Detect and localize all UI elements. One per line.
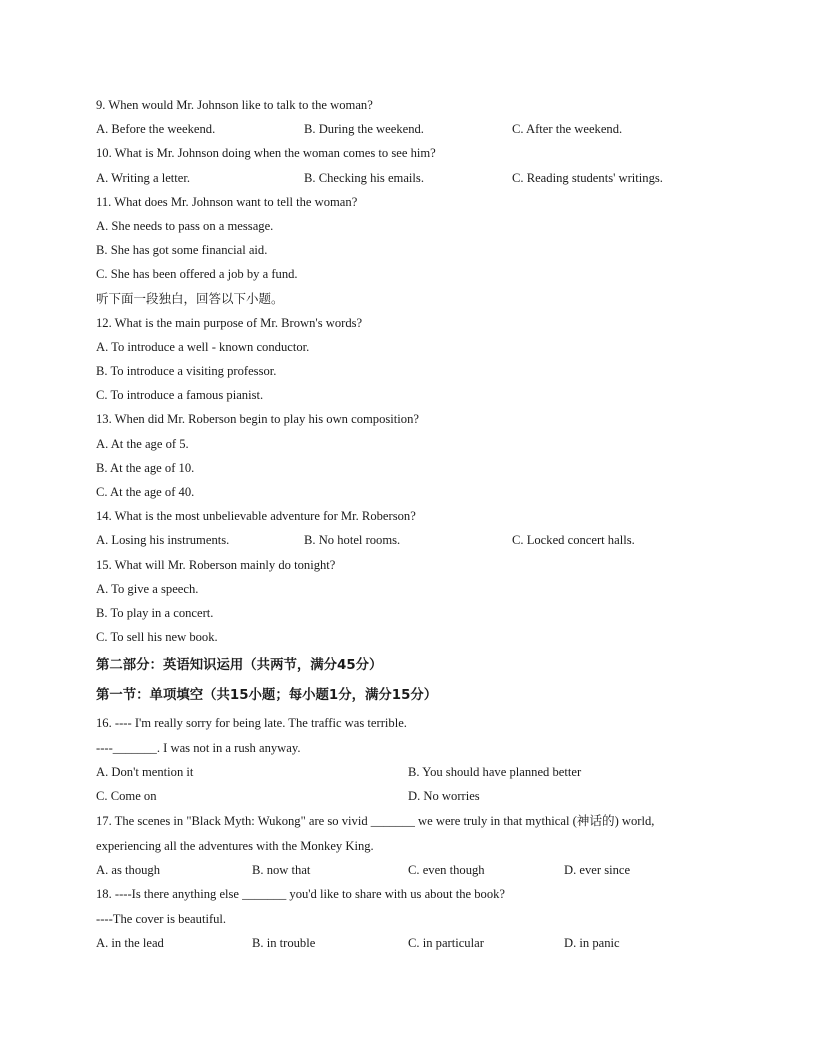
option-b: B. Checking his emails. (304, 170, 424, 185)
question-10-options (96, 166, 736, 190)
option-a: A. Don't mention it (96, 764, 194, 779)
option-a: A. To introduce a well - known conductor. (96, 339, 310, 354)
question-17-options (96, 858, 736, 882)
question-16-line2: ----_______. I was not in a rush anyway. (96, 740, 301, 755)
question-16-line1: 16. ---- I'm really sorry for being late. The traffic was terrible. (96, 716, 407, 731)
option-b: B. now that (252, 863, 311, 878)
option-c: C. To sell his new book. (96, 630, 218, 645)
question-14-options (96, 528, 736, 552)
question-17-line2: experiencing all the adventures with the Monkey King. (96, 839, 374, 854)
question-11-stem: 11. What does Mr. Johnson want to tell the woman? (96, 194, 358, 209)
question-13-stem: 13. When did Mr. Roberson begin to play his own composition? (96, 412, 419, 427)
question-9-options (96, 117, 736, 141)
option-c: C. She has been offered a job by a fund. (96, 267, 298, 282)
question-16-options-row2 (96, 784, 736, 808)
question-10-stem: 10. What is Mr. Johnson doing when the woman comes to see him? (96, 146, 436, 161)
option-d: D. in panic (564, 935, 620, 950)
option-b: B. in trouble (252, 935, 316, 950)
question-18-line1: 18. ----Is there anything else _______ you'd like to share with us about the book? (96, 887, 506, 902)
option-c: C. in particular (408, 935, 484, 950)
option-c: C. After the weekend. (512, 122, 623, 137)
option-a: A. Writing a letter. (96, 170, 191, 185)
option-b: B. No hotel rooms. (304, 533, 401, 548)
option-b: B. To play in a concert. (96, 605, 214, 620)
option-a: A. Before the weekend. (96, 122, 216, 137)
option-b: B. You should have planned better (408, 764, 582, 779)
option-a: A. Losing his instruments. (96, 533, 230, 548)
monologue-instruction: 听下面一段独白，回答以下小题。 (96, 290, 284, 306)
exam-page (96, 93, 736, 955)
option-b: B. To introduce a visiting professor. (96, 364, 277, 379)
option-c: C. Locked concert halls. (512, 533, 635, 548)
option-b: B. At the age of 10. (96, 460, 195, 475)
option-d: D. ever since (564, 863, 631, 878)
option-c: C. even though (408, 863, 485, 878)
option-a: A. in the lead (96, 935, 164, 950)
option-b: B. She has got some financial aid. (96, 243, 268, 258)
option-b: B. During the weekend. (304, 122, 424, 137)
part2-heading: 第二部分：英语知识运用（共两节，满分45分） (96, 658, 383, 674)
question-18-options (96, 931, 736, 955)
option-a: A. She needs to pass on a message. (96, 218, 274, 233)
option-c: C. Reading students' writings. (512, 170, 663, 185)
question-14-stem: 14. What is the most unbelievable adventure for Mr. Roberson? (96, 509, 416, 524)
option-c: C. At the age of 40. (96, 485, 195, 499)
option-a: A. as though (96, 863, 161, 878)
option-c: C. Come on (96, 788, 157, 803)
question-12-stem: 12. What is the main purpose of Mr. Brown's words? (96, 315, 363, 330)
option-a: A. At the age of 5. (96, 436, 189, 451)
option-c: C. To introduce a famous pianist. (96, 388, 264, 403)
option-a: A. To give a speech. (96, 581, 199, 596)
question-17-line1: 17. The scenes in "Black Myth: Wukong" are so vivid _______ we were truly in that mythical (神话的) world, (96, 814, 655, 829)
question-9-stem: 9. When would Mr. Johnson like to talk to the woman? (96, 98, 373, 112)
question-15-stem: 15. What will Mr. Roberson mainly do tonight? (96, 557, 336, 572)
question-18-line2: ----The cover is beautiful. (96, 911, 227, 926)
option-d: D. No worries (408, 788, 480, 803)
section1-heading: 第一节：单项填空（共15小题；每小题1分，满分15分） (96, 688, 438, 704)
question-16-options-row1 (96, 760, 736, 784)
